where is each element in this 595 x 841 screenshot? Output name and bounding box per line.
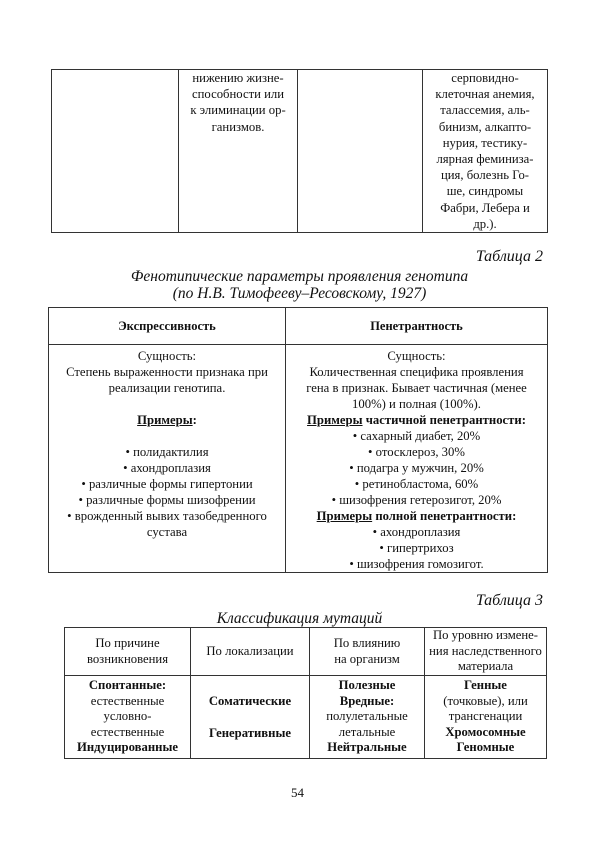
text-line: к элиминации ор-	[190, 103, 286, 118]
header-penetrance: Пенетрантность	[286, 308, 548, 345]
table3-label: Таблица 3	[475, 592, 543, 609]
table3-title: Классификация мутаций	[216, 610, 383, 627]
header-by-cause: По причине возникновения	[65, 628, 191, 676]
text-line: бинизм, алкапто-	[438, 119, 532, 134]
list-item: • полидактилия	[125, 445, 209, 459]
level-cell: Генные (точковые), или трансгенации Хромосомные Геномные	[425, 676, 547, 759]
text-line: Фабри, Лебера и	[440, 200, 530, 215]
examples-heading: Примеры:	[137, 413, 197, 427]
table1-cell-empty-2	[298, 70, 423, 233]
text-line: клеточная анемия,	[435, 87, 535, 102]
text-line: серповидно-	[451, 71, 519, 85]
text-line: др.).	[473, 216, 497, 231]
header-expressivity: Экспрессивность	[49, 308, 286, 345]
list-item: • сахарный диабет, 20%	[352, 429, 481, 443]
header-by-level: По уровню измене- ния наследственного материала	[425, 628, 547, 676]
essence-label: Сущность:	[137, 349, 197, 363]
table-continuation	[51, 69, 548, 233]
location-cell: Соматические Генеративные	[191, 676, 310, 759]
page-number: 54	[291, 785, 304, 800]
list-item: • шизофрения гомозигот.	[349, 557, 484, 571]
list-item: • шизофрения гетерозигот, 20%	[331, 493, 502, 507]
text-line: ция, болезнь Го-	[440, 168, 530, 183]
list-item: • ахондроплазия	[372, 525, 461, 539]
mutation-classification-table	[64, 627, 547, 759]
list-item: • гипертрихоз	[379, 541, 454, 555]
text-line: 100%) и полная (100%).	[352, 397, 481, 411]
list-item: • ахондроплазия	[123, 461, 211, 475]
text-line: реализации генотипа.	[108, 381, 226, 395]
penetrance-cell	[286, 345, 548, 573]
cause-cell: Спонтанные: естественные условно- естественные Индуцированные	[65, 676, 191, 759]
table1-cell-consequence	[179, 70, 298, 233]
text-line: сустава	[146, 525, 188, 539]
text-line: нурия, тестику-	[442, 135, 528, 150]
effect-cell: Полезные Вредные: полулетальные летальные Нейтральные	[310, 676, 425, 759]
text-line: Количественная специфика проявления	[309, 365, 524, 379]
table2-title	[51, 268, 548, 302]
text-line: Степень выраженности признака при	[66, 365, 268, 379]
expressivity-cell	[49, 345, 286, 573]
header-by-effect: По влиянию на организм	[310, 628, 425, 676]
table2-label: Таблица 2	[475, 248, 543, 265]
full-examples-heading: Примеры полной пенетрантности:	[316, 509, 517, 523]
list-item: • ретинобластома, 60%	[354, 477, 479, 491]
title-line: Фенотипические параметры проявления генотипа	[130, 268, 469, 285]
title-line: (по Н.В. Тимофееву–Ресовскому, 1927)	[172, 285, 427, 302]
text-line: талассемия, аль-	[440, 103, 530, 118]
list-item: • врожденный вывих тазобедренного	[67, 509, 267, 523]
text-line: ше, синдромы	[446, 184, 524, 199]
header-by-location: По локализации	[191, 628, 310, 676]
essence-label: Сущность:	[387, 349, 446, 363]
text-line: гена в признак. Бывает частичная (менее	[306, 381, 527, 395]
list-item: • различные формы шизофрении	[78, 493, 256, 507]
partial-examples-heading: Примеры частичной пенетрантности:	[307, 413, 526, 427]
table1-cell-examples	[423, 70, 548, 233]
phenotype-table	[48, 307, 548, 573]
list-item: • отосклероз, 30%	[368, 445, 465, 459]
text-line: нижению жизне-	[192, 71, 284, 85]
text-line: ганизмов.	[211, 119, 265, 134]
text-line: способности или	[191, 87, 284, 102]
table1-cell-empty-1	[52, 70, 179, 233]
text-line: лярная феминиза-	[436, 152, 534, 167]
list-item: • подагра у мужчин, 20%	[349, 461, 484, 475]
list-item: • различные формы гипертонии	[81, 477, 253, 491]
